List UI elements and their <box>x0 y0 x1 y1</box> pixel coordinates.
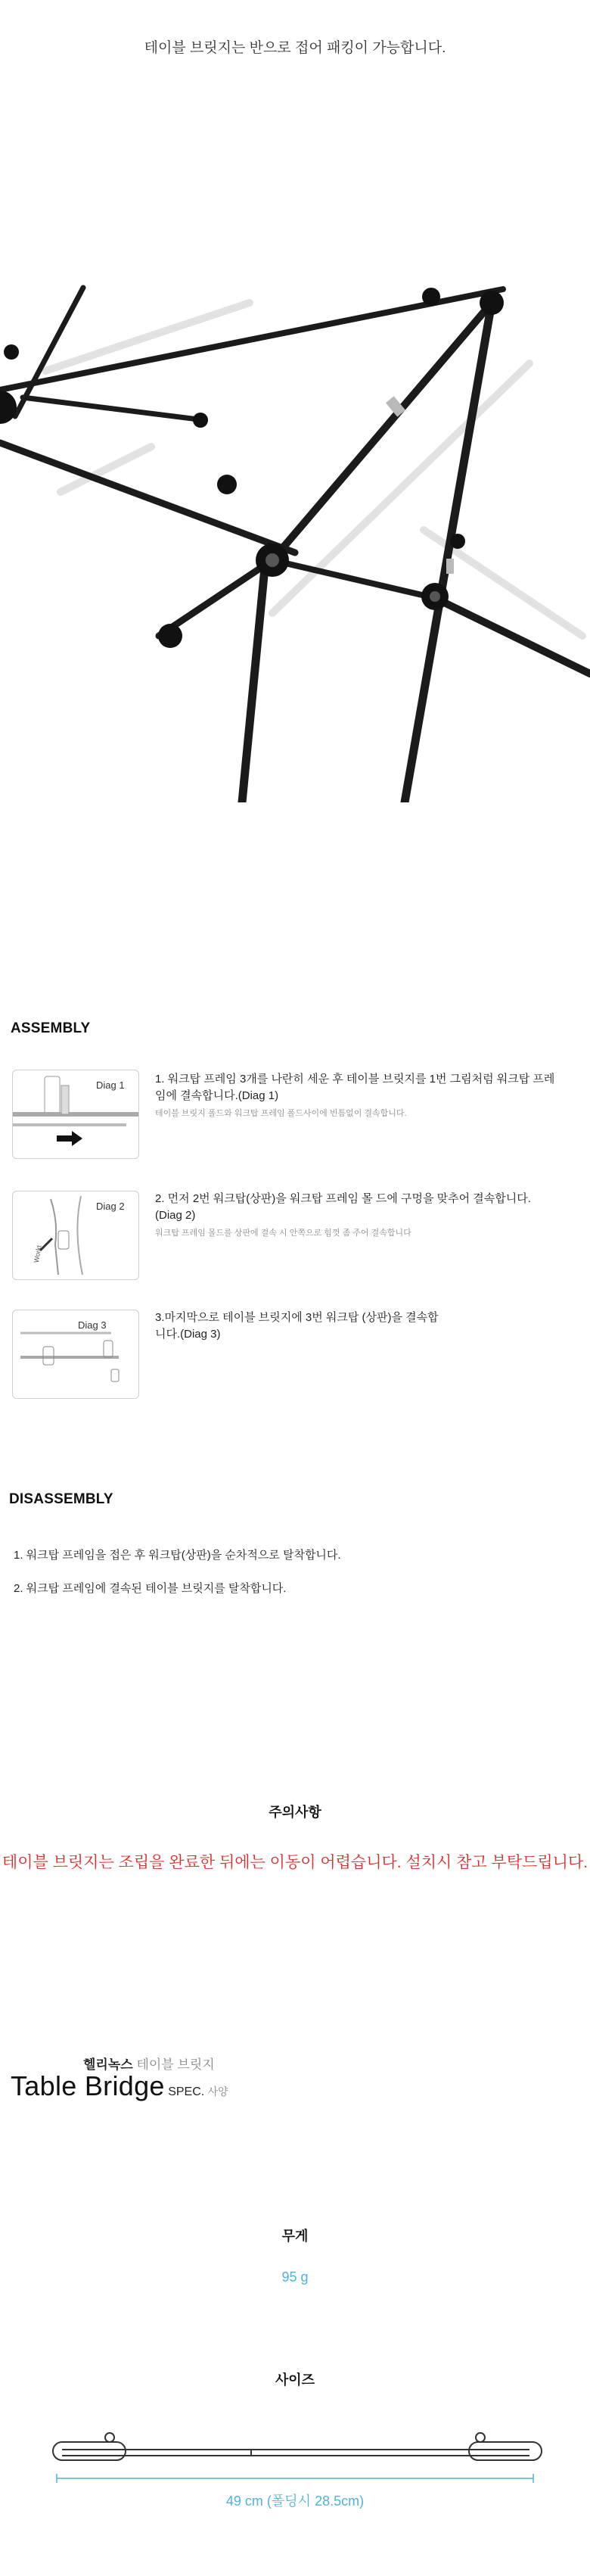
diag-3-drawing <box>13 1310 138 1398</box>
disassembly-item-2: 2. 워크탑 프레임에 결속된 테이블 브릿지를 탈착합니다. <box>14 1582 287 1595</box>
spec-ko: 사양 <box>207 2085 228 2098</box>
table-frame-photo <box>0 242 590 802</box>
size-dimension-line <box>56 2474 534 2486</box>
diag-1-label: Diag 1 <box>96 1079 125 1091</box>
step-3-main: 3.마지막으로 테이블 브릿지에 3번 워크탑 (상판)을 결속합니다.(Diag 3) <box>155 1311 439 1341</box>
diag-3-label: Diag 3 <box>78 1319 107 1331</box>
product-title <box>11 2070 228 2102</box>
weight-value: 95 g <box>281 2269 309 2285</box>
svg-text:Workt: Workt <box>32 1244 43 1263</box>
diag-1 <box>12 1070 139 1159</box>
diag-2-label: Diag 2 <box>96 1201 125 1212</box>
brand-ko: 헬리녹스 <box>83 2057 133 2072</box>
step-1-text <box>155 1071 556 1120</box>
assembly-title: ASSEMBLY <box>11 1020 91 1036</box>
step-1-main: 1. 워크탑 프레임 3개를 나란히 세운 후 테이블 브릿지를 1번 그림처럼 워크탑 프레임에 결속합니다.(Diag 1) <box>155 1073 555 1102</box>
diag-3 <box>12 1310 139 1399</box>
step-2-main: 2. 먼저 2번 워크탑(상판)을 워크탑 프레임 몰 드에 구멍을 맞추어 결속합니다.(Diag 2) <box>155 1192 531 1222</box>
product-name-en: Table Bridge <box>11 2070 165 2101</box>
step-2-text <box>155 1191 556 1239</box>
disassembly-item-1: 1. 워크탑 프레임을 접은 후 워크탑(상판)을 순차적으로 탈착합니다. <box>14 1549 341 1562</box>
intro-text: 테이블 브릿지는 반으로 접어 패킹이 가능합니다. <box>144 40 446 56</box>
weight-label: 무게 <box>281 2229 309 2244</box>
caution-text: 테이블 브릿지는 조립을 완료한 뒤에는 이동이 어렵습니다. 설치시 참고 부탁드립니다. <box>2 1854 588 1871</box>
step-2-sub: 워크탑 프레임 몰드를 상판에 결속 시 안쪽으로 힘껏 좀 주어 결속합니다 <box>155 1229 411 1238</box>
step-3-text <box>155 1310 442 1343</box>
product-name-ko: 테이블 브릿지 <box>136 2057 215 2072</box>
diag-2 <box>12 1191 139 1280</box>
disassembly-title: DISASSEMBLY <box>9 1491 113 1507</box>
spec-en: SPEC. <box>168 2085 205 2098</box>
step-1-sub: 테이블 브릿지 폴드와 워크탑 프레임 폴드사이에 빈틈없이 결속합니다. <box>155 1109 407 1118</box>
table-bridge-drawing <box>45 2421 545 2474</box>
size-label: 사이즈 <box>275 2372 315 2388</box>
spec-label <box>168 2085 228 2098</box>
size-value: 49 cm (폴딩시 28.5cm) <box>225 2493 365 2509</box>
caution-title: 주의사항 <box>269 1805 321 1820</box>
